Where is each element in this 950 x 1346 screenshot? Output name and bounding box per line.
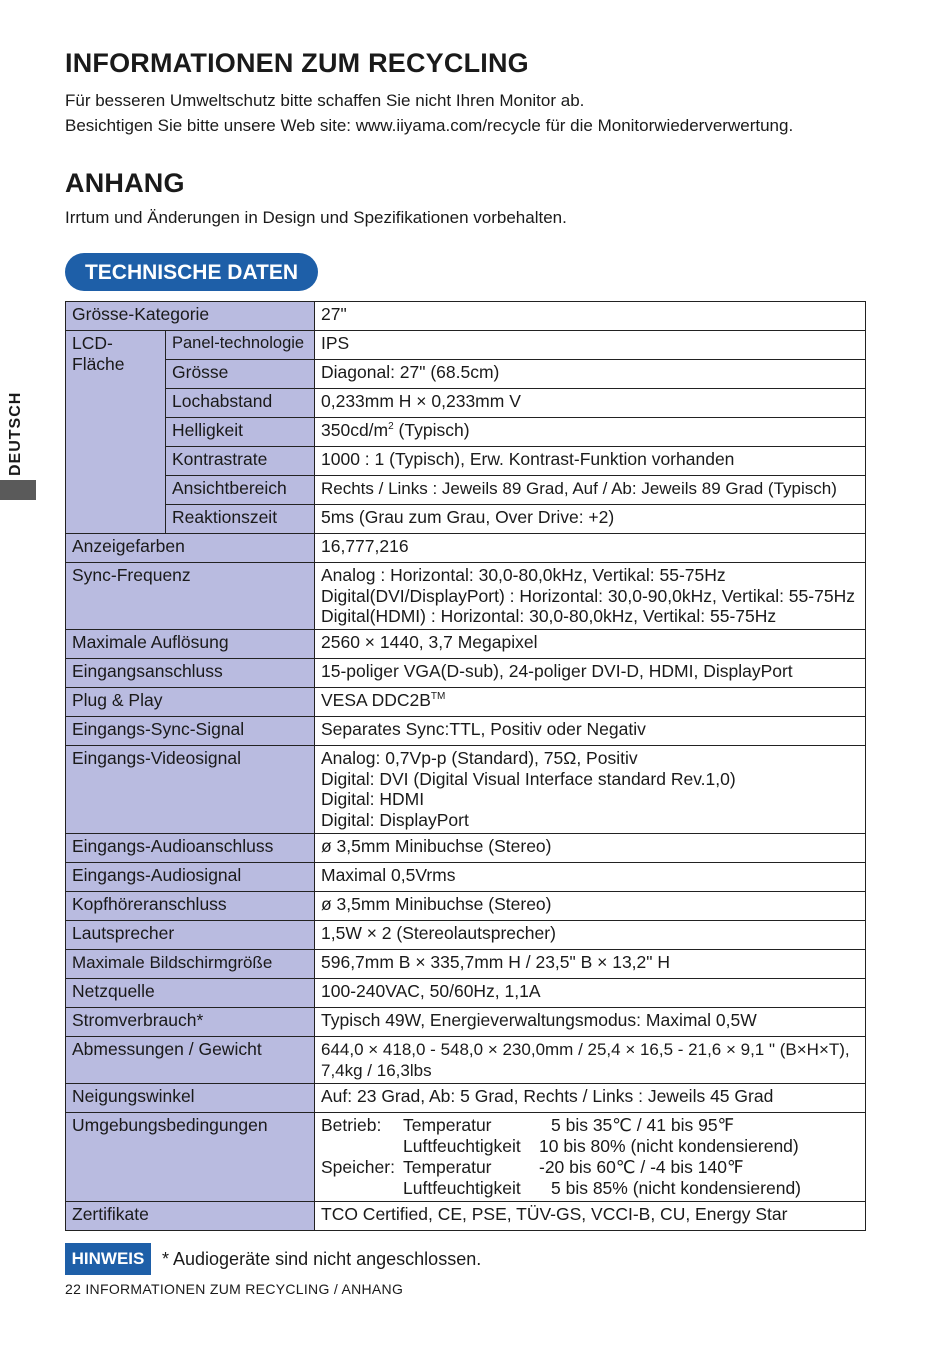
env-st-humidity: 5 bis 85% (nicht kondensierend) bbox=[551, 1178, 802, 1198]
spec-label: Neigungswinkel bbox=[66, 1084, 315, 1113]
spec-label: Kontrastrate bbox=[166, 447, 315, 476]
env-spacer bbox=[321, 1136, 403, 1157]
weight-line: 7,4kg / 16,3lbs bbox=[321, 1061, 432, 1080]
plug-play-value: VESA DDC2B bbox=[321, 690, 431, 710]
spec-value: Diagonal: 27" (68.5cm) bbox=[315, 360, 866, 389]
table-row bbox=[66, 331, 866, 360]
language-side-tab bbox=[0, 372, 36, 500]
env-operating-label: Betrieb: bbox=[321, 1115, 382, 1135]
recycling-line-1: Für besseren Umweltschutz bitte schaffen Sie nicht Ihren Monitor ab. bbox=[65, 91, 585, 110]
table-row bbox=[66, 950, 866, 979]
table-row bbox=[66, 534, 866, 563]
spec-value: ø 3,5mm Minibuchse (Stereo) bbox=[315, 892, 866, 921]
environment-grid bbox=[321, 1115, 859, 1199]
table-row bbox=[66, 476, 866, 505]
spec-value: 15-poliger VGA(D-sub), 24-poliger DVI-D, HDMI, DisplayPort bbox=[315, 659, 866, 688]
table-row bbox=[66, 1202, 866, 1231]
spec-value: 27" bbox=[315, 302, 866, 331]
table-row bbox=[66, 979, 866, 1008]
spec-label: Eingangsanschluss bbox=[66, 659, 315, 688]
spec-table bbox=[65, 301, 866, 1231]
spec-value: Typisch 49W, Energieverwaltungsmodus: Maximal 0,5W bbox=[315, 1008, 866, 1037]
brightness-value: 350cd/m bbox=[321, 420, 389, 440]
table-row bbox=[66, 447, 866, 476]
env-spacer bbox=[321, 1178, 403, 1199]
table-row bbox=[66, 717, 866, 746]
spec-value: 0,233mm H × 0,233mm V bbox=[315, 389, 866, 418]
spec-label: Helligkeit bbox=[166, 418, 315, 447]
spec-value: IPS bbox=[315, 331, 866, 360]
page-footer: 22 INFORMATIONEN ZUM RECYCLING / ANHANG bbox=[65, 1281, 404, 1297]
side-tab-label: DEUTSCH bbox=[7, 391, 24, 476]
env-op-temp: 5 bis 35℃ / 41 bis 95℉ bbox=[551, 1115, 735, 1135]
spec-label: Abmessungen / Gewicht bbox=[66, 1037, 315, 1084]
recycling-text bbox=[65, 88, 793, 138]
spec-value bbox=[315, 746, 866, 834]
spec-label: Kopfhöreranschluss bbox=[66, 892, 315, 921]
spec-label: Lochabstand bbox=[166, 389, 315, 418]
table-row bbox=[66, 630, 866, 659]
table-row bbox=[66, 1084, 866, 1113]
trademark-superscript: TM bbox=[430, 691, 446, 703]
spec-value bbox=[315, 688, 866, 717]
table-row bbox=[66, 863, 866, 892]
recycling-title: INFORMATIONEN ZUM RECYCLING bbox=[65, 48, 529, 78]
note-badge: HINWEIS bbox=[65, 1243, 151, 1275]
table-row bbox=[66, 360, 866, 389]
table-row bbox=[66, 505, 866, 534]
spec-label: Eingangs-Sync-Signal bbox=[66, 717, 315, 746]
spec-value bbox=[315, 1113, 866, 1202]
spec-label: Plug & Play bbox=[66, 688, 315, 717]
spec-label: Umgebungsbedingungen bbox=[66, 1113, 315, 1202]
dimensions-line: 644,0 × 418,0 - 548,0 × 230,0mm / 25,4 × 16,5 - 21,6 × 9,1 " (B×H×T), bbox=[321, 1040, 850, 1059]
sync-line: Digital(HDMI) : Horizontal: 30,0-80,0kHz, Vertikal: 55-75Hz bbox=[321, 606, 777, 626]
spec-label: Anzeigefarben bbox=[66, 534, 315, 563]
spec-value: 5ms (Grau zum Grau, Over Drive: +2) bbox=[315, 505, 866, 534]
spec-label: Grösse bbox=[166, 360, 315, 389]
sync-line: Digital(DVI/DisplayPort) : Horizontal: 30,0-90,0kHz, Vertikal: 55-75Hz bbox=[321, 585, 855, 606]
spec-value: 1,5W × 2 (Stereolautsprecher) bbox=[315, 921, 866, 950]
env-humidity-label: Luftfeuchtigkeit bbox=[403, 1136, 521, 1156]
spec-value: Maximal 0,5Vrms bbox=[315, 863, 866, 892]
spec-label: Eingangs-Audiosignal bbox=[66, 863, 315, 892]
table-row bbox=[66, 921, 866, 950]
table-row bbox=[66, 659, 866, 688]
table-row bbox=[66, 418, 866, 447]
brightness-superscript: 2 bbox=[388, 421, 394, 433]
spec-label: Grösse-Kategorie bbox=[66, 302, 315, 331]
brightness-note: (Typisch) bbox=[393, 420, 470, 440]
spec-group-label: LCD- Fläche bbox=[66, 331, 166, 534]
spec-label: Stromverbrauch* bbox=[66, 1008, 315, 1037]
recycling-line-2: Besichtigen Sie bitte unsere Web site: www.iiyama.com/recycle für die Monitorwiederverwertung. bbox=[65, 116, 794, 135]
table-row bbox=[66, 892, 866, 921]
spec-value: 596,7mm B × 335,7mm H / 23,5" B × 13,2" H bbox=[315, 950, 866, 979]
spec-value: 2560 × 1440, 3,7 Megapixel bbox=[315, 630, 866, 659]
spec-label: Zertifikate bbox=[66, 1202, 315, 1231]
table-row bbox=[66, 389, 866, 418]
spec-label: Sync-Frequenz bbox=[66, 563, 315, 630]
spec-label: Maximale Auflösung bbox=[66, 630, 315, 659]
spec-value: 16,777,216 bbox=[315, 534, 866, 563]
spec-value: 1000 : 1 (Typisch), Erw. Kontrast-Funktion vorhanden bbox=[315, 447, 866, 476]
table-row bbox=[66, 1008, 866, 1037]
spec-label: Netzquelle bbox=[66, 979, 315, 1008]
spec-value: Separates Sync:TTL, Positiv oder Negativ bbox=[315, 717, 866, 746]
spec-label: Panel-technologie bbox=[166, 331, 315, 360]
env-st-temp: -20 bis 60℃ / -4 bis 140℉ bbox=[539, 1157, 744, 1177]
spec-label: Reaktionszeit bbox=[166, 505, 315, 534]
appendix-text: Irrtum und Änderungen in Design und Spezifikationen vorbehalten. bbox=[65, 208, 567, 227]
note-text: * Audiogeräte sind nicht angeschlossen. bbox=[162, 1249, 482, 1269]
env-storage-label: Speicher: bbox=[321, 1157, 395, 1177]
table-row bbox=[66, 1113, 866, 1202]
sync-line: Analog : Horizontal: 30,0-80,0kHz, Vertikal: 55-75Hz bbox=[321, 565, 726, 585]
table-row bbox=[66, 746, 866, 834]
spec-value: Auf: 23 Grad, Ab: 5 Grad, Rechts / Links : Jeweils 45 Grad bbox=[315, 1084, 866, 1113]
env-op-humidity: 10 bis 80% (nicht kondensierend) bbox=[539, 1136, 799, 1156]
spec-value bbox=[315, 418, 866, 447]
appendix-title: ANHANG bbox=[65, 168, 185, 198]
env-temp-label: Temperatur bbox=[403, 1157, 492, 1177]
spec-section-title: TECHNISCHE DATEN bbox=[65, 253, 318, 291]
spec-value: TCO Certified, CE, PSE, TÜV-GS, VCCI-B, CU, Energy Star bbox=[315, 1202, 866, 1231]
table-row bbox=[66, 302, 866, 331]
spec-value bbox=[315, 563, 866, 630]
table-row bbox=[66, 1037, 866, 1084]
spec-value: Rechts / Links : Jeweils 89 Grad, Auf / Ab: Jeweils 89 Grad (Typisch) bbox=[315, 476, 866, 505]
video-line: Digital: HDMI bbox=[321, 789, 425, 809]
video-line: Digital: DisplayPort bbox=[321, 809, 469, 830]
spec-label: Ansichtbereich bbox=[166, 476, 315, 505]
spec-value: ø 3,5mm Minibuchse (Stereo) bbox=[315, 834, 866, 863]
table-row bbox=[66, 563, 866, 630]
video-line: Analog: 0,7Vp-p (Standard), 75Ω, Positiv bbox=[321, 748, 638, 768]
video-line: Digital: DVI (Digital Visual Interface standard Rev.1,0) bbox=[321, 768, 736, 789]
spec-label: Lautsprecher bbox=[66, 921, 315, 950]
table-row bbox=[66, 834, 866, 863]
spec-label: Eingangs-Audioanschluss bbox=[66, 834, 315, 863]
side-tab-marker bbox=[0, 480, 36, 500]
spec-value: 100-240VAC, 50/60Hz, 1,1A bbox=[315, 979, 866, 1008]
table-row bbox=[66, 688, 866, 717]
spec-value bbox=[315, 1037, 866, 1084]
spec-label: Eingangs-Videosignal bbox=[66, 746, 315, 834]
spec-label: Maximale Bildschirmgröße bbox=[66, 950, 315, 979]
env-temp-label: Temperatur bbox=[403, 1115, 492, 1135]
env-humidity-label: Luftfeuchtigkeit bbox=[403, 1178, 521, 1198]
